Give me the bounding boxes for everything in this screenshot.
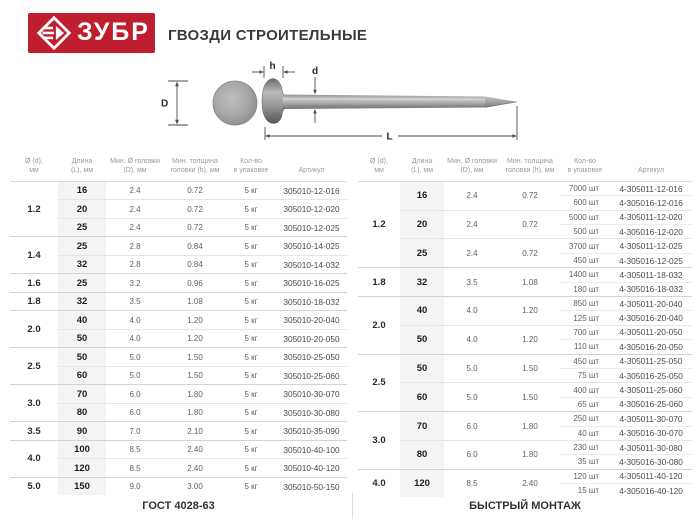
head-thickness-cell: 0.84	[164, 255, 226, 274]
fast-mount-table-body	[358, 181, 692, 497]
article-cell: 305010-30-070	[276, 385, 347, 404]
pack-quantity-cell: 5 кг	[226, 477, 276, 495]
diameter-cell: 3.5	[10, 422, 58, 441]
length-cell: 20	[58, 200, 106, 219]
head-thickness-cell: 2.40	[164, 440, 226, 459]
article-cell: 305010-12-020	[276, 200, 347, 219]
article-cell: 305010-40-120	[276, 459, 347, 478]
column-header: Мин. толщина головки (h), мм	[164, 157, 226, 181]
column-header: Длина (L), мм	[58, 157, 106, 181]
head-thickness-cell: 0.72	[500, 210, 560, 239]
pack-quantity-cell: 500 шт	[560, 225, 610, 239]
table-row	[358, 469, 692, 483]
dim-L-arrow-right	[512, 134, 517, 138]
nail-diagram-drawing	[155, 58, 545, 158]
length-cell: 16	[58, 181, 106, 200]
head-thickness-cell: 2.10	[164, 422, 226, 441]
head-diameter-cell: 2.8	[106, 237, 164, 256]
head-diameter-cell: 2.4	[444, 210, 500, 239]
length-cell: 16	[400, 181, 444, 210]
diameter-cell: 1.8	[358, 268, 400, 297]
length-cell: 50	[400, 325, 444, 354]
head-thickness-cell: 0.72	[522, 191, 538, 201]
pack-quantity-cell: 35 шт	[560, 455, 610, 469]
head-diameter-cell: 4.0	[444, 325, 500, 354]
diameter-cell: 5.0	[10, 477, 58, 495]
head-thickness-cell: 1.20	[500, 325, 560, 354]
head-thickness-cell: 2.40	[164, 459, 226, 478]
table-row	[358, 383, 692, 397]
dim-D-lines	[168, 81, 188, 125]
article-cell: 4-305011-12-016	[619, 183, 683, 194]
head-diameter-cell: 5.0	[444, 354, 500, 383]
diameter-cell: 2.0	[10, 311, 58, 348]
article-cell: 305010-20-050	[276, 329, 347, 348]
head-thickness-cell: 0.72	[164, 200, 226, 219]
dim-h-arrow-right	[259, 70, 264, 74]
pack-quantity-cell: 5 кг	[226, 255, 276, 274]
pack-quantity-cell: 7000 шт	[568, 184, 599, 194]
table-row	[358, 440, 692, 454]
pack-quantity-cell: 5 кг	[226, 274, 276, 293]
pack-quantity-cell: 5 кг	[226, 218, 276, 237]
pack-quantity-cell: 75 шт	[560, 368, 610, 382]
head-thickness-cell: 0.72	[187, 186, 203, 196]
head-thickness-cell: 3.00	[164, 477, 226, 495]
pack-quantity-cell: 40 шт	[560, 426, 610, 440]
head-thickness-cell: 1.20	[500, 297, 560, 326]
head-diameter-cell: 3.2	[106, 274, 164, 293]
head-thickness-cell: 1.20	[164, 329, 226, 348]
article-cell: 4-305016-30-080	[610, 455, 692, 469]
article-cell: 4-305016-20-040	[610, 311, 692, 325]
article-cell: 4-305011-12-020	[610, 210, 692, 224]
dim-label-head-diameter: D	[161, 98, 169, 110]
zubr-logo-icon	[33, 14, 75, 52]
pack-quantity-cell: 400 шт	[560, 383, 610, 397]
article-cell: 4-305016-18-032	[610, 282, 692, 296]
dim-D-arrow-up	[175, 82, 179, 87]
length-cell: 20	[400, 210, 444, 239]
head-diameter-cell: 5.0	[106, 366, 164, 385]
article-cell: 4-305011-18-032	[610, 268, 692, 282]
head-diameter-cell: 6.0	[106, 385, 164, 404]
article-cell: 4-305011-12-025	[610, 239, 692, 253]
pack-quantity-cell: 5 кг	[226, 348, 276, 367]
diameter-cell: 3.0	[358, 412, 400, 470]
length-cell: 50	[58, 329, 106, 348]
table-row	[10, 477, 347, 495]
diameter-cell: 2.5	[358, 354, 400, 412]
head-thickness-cell: 1.80	[164, 385, 226, 404]
dim-label-head-thickness: h	[269, 61, 276, 72]
head-diameter-cell: 4.0	[444, 297, 500, 326]
column-header: Ø (d), мм	[10, 157, 58, 181]
dim-d-arrow-down	[313, 90, 317, 95]
head-diameter-cell: 4.0	[106, 311, 164, 330]
pack-quantity-cell: 5 кг	[226, 237, 276, 256]
length-cell: 25	[58, 237, 106, 256]
column-header: Кол-во в упаковке	[226, 157, 276, 181]
length-cell: 40	[400, 297, 444, 326]
column-header: Мин. толщина головки (h), мм	[500, 157, 560, 181]
head-diameter-cell: 2.4	[106, 200, 164, 219]
head-diameter-cell: 5.0	[106, 348, 164, 367]
length-cell: 90	[58, 422, 106, 441]
head-thickness-cell: 1.80	[164, 403, 226, 422]
head-thickness-cell: 0.72	[164, 218, 226, 237]
article-cell: 4-305011-30-080	[610, 440, 692, 454]
article-cell: 4-305016-12-025	[610, 253, 692, 267]
head-thickness-cell: 1.80	[500, 440, 560, 469]
table-row	[10, 218, 347, 237]
length-cell: 100	[58, 440, 106, 459]
pack-quantity-cell: 5 кг	[226, 366, 276, 385]
column-header: Ø (d), мм	[358, 157, 400, 181]
fast-mount-table-head	[358, 157, 692, 181]
article-cell: 305010-12-025	[276, 218, 347, 237]
column-header: Мин. Ø головки (D), мм	[106, 157, 164, 181]
dim-L-arrow-left	[265, 134, 270, 138]
column-header: Длина (L), мм	[400, 157, 444, 181]
pack-quantity-cell: 15 шт	[560, 484, 610, 498]
article-cell: 4-305011-40-120	[610, 469, 692, 483]
column-header: Мин. Ø головки (D), мм	[444, 157, 500, 181]
article-cell: 305010-12-016	[283, 185, 340, 196]
table-row	[10, 422, 347, 441]
table-row	[10, 181, 347, 200]
head-thickness-cell: 2.40	[500, 469, 560, 497]
head-diameter-cell: 3.5	[444, 268, 500, 297]
page-title: ГВОЗДИ СТРОИТЕЛЬНЫЕ	[168, 27, 368, 44]
article-cell: 305010-14-025	[276, 237, 347, 256]
article-cell: 305010-20-040	[276, 311, 347, 330]
gost-standard-label: ГОСТ 4028-63	[142, 500, 215, 512]
article-cell: 4-305016-12-020	[610, 225, 692, 239]
length-cell: 120	[400, 469, 444, 497]
table-row	[358, 325, 692, 339]
head-diameter-cell: 3.5	[106, 292, 164, 311]
table-row	[10, 459, 347, 478]
table-row	[10, 385, 347, 404]
article-cell: 305010-40-100	[276, 440, 347, 459]
pack-quantity-cell: 5 кг	[226, 311, 276, 330]
table-row	[10, 329, 347, 348]
head-thickness-cell: 0.72	[500, 239, 560, 268]
dim-label-length: L	[386, 131, 393, 143]
head-diameter-cell: 2.4	[444, 239, 500, 268]
pack-quantity-cell: 180 шт	[560, 282, 610, 296]
table-row	[358, 268, 692, 282]
article-cell: 4-305011-25-050	[610, 354, 692, 368]
head-diameter-cell: 2.4	[466, 191, 478, 201]
article-cell: 305010-14-032	[276, 255, 347, 274]
pack-quantity-cell: 5 кг	[226, 422, 276, 441]
head-thickness-cell: 0.84	[164, 237, 226, 256]
pack-quantity-cell: 5 кг	[244, 186, 258, 196]
head-thickness-cell: 1.80	[500, 412, 560, 441]
table-row	[10, 366, 347, 385]
article-cell: 305010-18-032	[276, 292, 347, 311]
pack-quantity-cell: 120 шт	[560, 469, 610, 483]
article-cell: 4-305011-20-040	[610, 297, 692, 311]
length-cell: 50	[58, 348, 106, 367]
pack-quantity-cell: 5 кг	[226, 459, 276, 478]
pack-quantity-cell: 230 шт	[560, 440, 610, 454]
nail-side-view	[262, 79, 517, 124]
table-row	[358, 210, 692, 224]
pack-quantity-cell: 125 шт	[560, 311, 610, 325]
article-cell: 305010-35-090	[276, 422, 347, 441]
head-diameter-cell: 9.0	[106, 477, 164, 495]
diameter-cell: 4.0	[10, 440, 58, 477]
article-cell: 305010-30-080	[276, 403, 347, 422]
gost-table-body	[10, 181, 347, 495]
pack-quantity-cell: 250 шт	[560, 412, 610, 426]
pack-quantity-cell: 3700 шт	[560, 239, 610, 253]
length-cell: 25	[58, 274, 106, 293]
article-cell: 305010-25-060	[276, 366, 347, 385]
length-cell: 32	[58, 292, 106, 311]
head-diameter-cell: 6.0	[106, 403, 164, 422]
article-cell: 305010-25-050	[276, 348, 347, 367]
article-cell: 4-305016-25-050	[610, 368, 692, 382]
table-row	[10, 237, 347, 256]
diameter-cell: 1.2	[372, 219, 386, 231]
dim-D-arrow-down	[175, 120, 179, 125]
fast-mount-nails-table	[358, 157, 692, 497]
pack-quantity-cell: 5 кг	[226, 329, 276, 348]
length-cell: 80	[58, 403, 106, 422]
article-cell: 4-305016-12-016	[610, 196, 692, 210]
pack-quantity-cell: 600 шт	[560, 196, 610, 210]
table-row	[10, 348, 347, 367]
head-diameter-cell: 8.5	[444, 469, 500, 497]
head-diameter-cell: 5.0	[444, 383, 500, 412]
head-diameter-cell: 6.0	[444, 412, 500, 441]
diameter-cell: 2.5	[10, 348, 58, 385]
head-thickness-cell: 1.08	[500, 268, 560, 297]
length-cell: 120	[58, 459, 106, 478]
head-diameter-cell: 2.4	[106, 218, 164, 237]
article-cell: 4-305016-20-050	[610, 340, 692, 354]
length-cell: 32	[400, 268, 444, 297]
head-thickness-cell: 1.50	[164, 366, 226, 385]
length-cell: 70	[58, 385, 106, 404]
column-header: Артикул	[276, 157, 347, 181]
pack-quantity-cell: 65 шт	[560, 397, 610, 411]
table-row	[10, 292, 347, 311]
pack-quantity-cell: 450 шт	[560, 253, 610, 267]
article-cell: 4-305011-20-050	[610, 325, 692, 339]
diameter-cell: 2.0	[358, 297, 400, 355]
column-header: Кол-во в упаковке	[560, 157, 610, 181]
table-row	[358, 181, 692, 195]
head-thickness-cell: 1.50	[500, 383, 560, 412]
dim-d-arrow-up	[313, 109, 317, 114]
dim-h-arrow-left	[283, 70, 288, 74]
pack-quantity-cell: 5 кг	[226, 385, 276, 404]
table-row	[358, 239, 692, 253]
pack-quantity-cell: 5 кг	[226, 292, 276, 311]
length-cell: 25	[58, 218, 106, 237]
diameter-cell: 3.0	[10, 385, 58, 422]
article-cell: 4-305016-25-060	[610, 397, 692, 411]
table-row	[10, 311, 347, 330]
zubr-logo	[28, 13, 155, 53]
table-row	[358, 297, 692, 311]
head-diameter-cell: 2.8	[106, 255, 164, 274]
length-cell: 32	[58, 255, 106, 274]
nail-head-face-view	[213, 81, 257, 125]
table-row	[10, 440, 347, 459]
pack-quantity-cell: 5000 шт	[560, 210, 610, 224]
column-header: Артикул	[610, 157, 692, 181]
article-cell: 4-305011-30-070	[610, 412, 692, 426]
length-cell: 40	[58, 311, 106, 330]
article-cell: 4-305011-25-060	[610, 383, 692, 397]
diameter-cell: 1.8	[10, 292, 58, 311]
head-diameter-cell: 7.0	[106, 422, 164, 441]
length-cell: 70	[400, 412, 444, 441]
pack-quantity-cell: 5 кг	[226, 200, 276, 219]
table-row	[358, 412, 692, 426]
length-cell: 25	[400, 239, 444, 268]
pack-quantity-cell: 5 кг	[226, 403, 276, 422]
nail-diagram	[155, 58, 545, 158]
length-cell: 60	[400, 383, 444, 412]
table-row	[10, 200, 347, 219]
head-thickness-cell: 0.96	[164, 274, 226, 293]
head-diameter-cell: 8.5	[106, 440, 164, 459]
article-cell: 4-305016-30-070	[610, 426, 692, 440]
head-diameter-cell: 6.0	[444, 440, 500, 469]
zubr-logo-text: ЗУБР	[77, 17, 150, 46]
diameter-cell: 1.2	[27, 203, 41, 215]
dim-label-shank-diameter: d	[312, 66, 319, 77]
article-cell: 305010-50-150	[276, 477, 347, 495]
table-row	[10, 255, 347, 274]
length-cell: 50	[400, 354, 444, 383]
length-cell: 60	[58, 366, 106, 385]
table-row	[10, 403, 347, 422]
pack-quantity-cell: 110 шт	[560, 340, 610, 354]
gost-table-head	[10, 157, 347, 181]
table-row	[358, 354, 692, 368]
pack-quantity-cell: 850 шт	[560, 297, 610, 311]
head-thickness-cell: 1.20	[164, 311, 226, 330]
fast-mount-label: БЫСТРЫЙ МОНТАЖ	[469, 500, 581, 512]
pack-quantity-cell: 450 шт	[560, 354, 610, 368]
head-diameter-cell: 8.5	[106, 459, 164, 478]
head-diameter-cell: 4.0	[106, 329, 164, 348]
head-thickness-cell: 1.50	[164, 348, 226, 367]
pack-quantity-cell: 1400 шт	[560, 268, 610, 282]
article-cell: 305010-16-025	[276, 274, 347, 293]
diameter-cell: 4.0	[358, 469, 400, 497]
head-thickness-cell: 1.08	[164, 292, 226, 311]
length-cell: 80	[400, 440, 444, 469]
length-cell: 150	[58, 477, 106, 495]
head-diameter-cell: 2.4	[129, 186, 141, 196]
pack-quantity-cell: 700 шт	[560, 325, 610, 339]
article-cell: 4-305016-40-120	[610, 484, 692, 498]
gost-nails-table	[10, 157, 347, 495]
footer-divider	[352, 493, 353, 519]
table-row	[10, 274, 347, 293]
diameter-cell: 1.6	[10, 274, 58, 293]
diameter-cell: 1.4	[10, 237, 58, 274]
head-thickness-cell: 1.50	[500, 354, 560, 383]
pack-quantity-cell: 5 кг	[226, 440, 276, 459]
